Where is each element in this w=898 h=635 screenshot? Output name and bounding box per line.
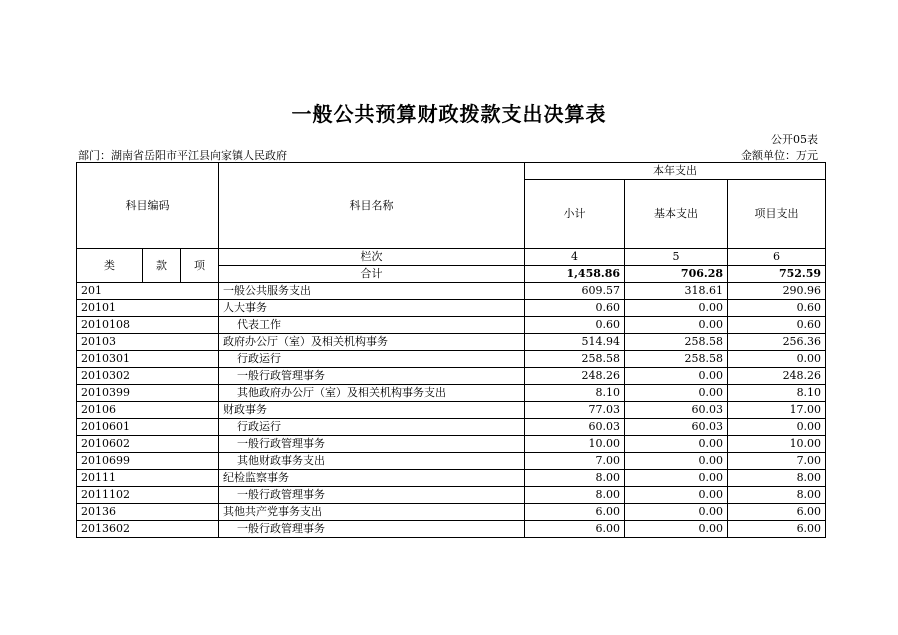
row-name: 人大事务 xyxy=(219,300,525,317)
table-row xyxy=(77,334,826,351)
row-subtotal: 609.57 xyxy=(525,283,625,300)
row-name: 行政运行 xyxy=(219,419,525,436)
table-row xyxy=(77,504,826,521)
row-subtotal: 8.10 xyxy=(525,385,625,402)
row-project: 6.00 xyxy=(728,504,826,521)
row-code: 2011102 xyxy=(77,487,219,504)
row-project: 0.00 xyxy=(728,419,826,436)
page-title: 一般公共预算财政拨款支出决算表 xyxy=(291,102,607,126)
row-basic: 0.00 xyxy=(625,487,728,504)
table-row xyxy=(77,402,826,419)
table-row xyxy=(77,300,826,317)
row-basic: 0.00 xyxy=(625,453,728,470)
row-code: 20103 xyxy=(77,334,219,351)
row-subtotal: 77.03 xyxy=(525,402,625,419)
header-xiang: 项 xyxy=(181,249,219,283)
row-subtotal: 8.00 xyxy=(525,487,625,504)
row-project: 0.60 xyxy=(728,300,826,317)
row-name: 其他共产党事务支出 xyxy=(219,504,525,521)
row-name: 其他政府办公厅（室）及相关机构事务支出 xyxy=(219,385,525,402)
table-row xyxy=(77,351,826,368)
row-project: 8.00 xyxy=(728,487,826,504)
row-name: 一般行政管理事务 xyxy=(219,521,525,538)
total-subtotal: 1,458.86 xyxy=(525,266,625,283)
row-subtotal: 0.60 xyxy=(525,317,625,334)
row-code: 2010601 xyxy=(77,419,219,436)
row-name: 其他财政事务支出 xyxy=(219,453,525,470)
row-subtotal: 8.00 xyxy=(525,470,625,487)
table-row xyxy=(77,368,826,385)
row-subtotal: 6.00 xyxy=(525,504,625,521)
row-subtotal: 60.03 xyxy=(525,419,625,436)
row-subtotal: 10.00 xyxy=(525,436,625,453)
total-basic: 706.28 xyxy=(625,266,728,283)
table-row xyxy=(77,283,826,300)
row-project: 7.00 xyxy=(728,453,826,470)
header-project: 项目支出 xyxy=(728,180,826,249)
table-row xyxy=(77,317,826,334)
row-name: 代表工作 xyxy=(219,317,525,334)
table-row xyxy=(77,436,826,453)
row-project: 0.60 xyxy=(728,317,826,334)
table-row xyxy=(77,419,826,436)
row-basic: 0.00 xyxy=(625,300,728,317)
table-row xyxy=(77,521,826,538)
row-basic: 0.00 xyxy=(625,470,728,487)
header-subject-name: 科目名称 xyxy=(219,163,525,249)
form-number: 公开05表 xyxy=(771,133,818,146)
row-code: 2013602 xyxy=(77,521,219,538)
row-code: 20111 xyxy=(77,470,219,487)
column-number-6: 6 xyxy=(728,249,826,266)
header-subject-code: 科目编码 xyxy=(77,163,219,249)
row-project: 8.00 xyxy=(728,470,826,487)
row-project: 248.26 xyxy=(728,368,826,385)
row-basic: 258.58 xyxy=(625,334,728,351)
total-label: 合计 xyxy=(219,266,525,283)
row-name: 一般行政管理事务 xyxy=(219,487,525,504)
row-basic: 0.00 xyxy=(625,436,728,453)
table-row xyxy=(77,385,826,402)
row-project: 6.00 xyxy=(728,521,826,538)
row-project: 17.00 xyxy=(728,402,826,419)
row-code: 20101 xyxy=(77,300,219,317)
row-basic: 60.03 xyxy=(625,402,728,419)
row-code: 20136 xyxy=(77,504,219,521)
row-code: 20106 xyxy=(77,402,219,419)
column-number-5: 5 xyxy=(625,249,728,266)
row-name: 政府办公厅（室）及相关机构事务 xyxy=(219,334,525,351)
column-number-4: 4 xyxy=(525,249,625,266)
row-code: 2010108 xyxy=(77,317,219,334)
row-project: 0.00 xyxy=(728,351,826,368)
row-name: 一般行政管理事务 xyxy=(219,436,525,453)
row-code: 2010302 xyxy=(77,368,219,385)
row-code: 2010301 xyxy=(77,351,219,368)
row-basic: 0.00 xyxy=(625,368,728,385)
row-code: 2010699 xyxy=(77,453,219,470)
row-subtotal: 6.00 xyxy=(525,521,625,538)
header-basic: 基本支出 xyxy=(625,180,728,249)
row-project: 8.10 xyxy=(728,385,826,402)
row-code: 201 xyxy=(77,283,219,300)
row-project: 290.96 xyxy=(728,283,826,300)
row-subtotal: 7.00 xyxy=(525,453,625,470)
row-basic: 0.00 xyxy=(625,504,728,521)
expenditure-table xyxy=(76,162,826,538)
row-subtotal: 514.94 xyxy=(525,334,625,351)
total-project: 752.59 xyxy=(728,266,826,283)
table-row xyxy=(77,487,826,504)
row-code: 2010602 xyxy=(77,436,219,453)
row-basic: 258.58 xyxy=(625,351,728,368)
table-row xyxy=(77,470,826,487)
row-basic: 60.03 xyxy=(625,419,728,436)
row-subtotal: 248.26 xyxy=(525,368,625,385)
row-name: 一般公共服务支出 xyxy=(219,283,525,300)
header-subtotal: 小计 xyxy=(525,180,625,249)
row-name: 一般行政管理事务 xyxy=(219,368,525,385)
table-row xyxy=(77,453,826,470)
column-label: 栏次 xyxy=(219,249,525,266)
row-project: 10.00 xyxy=(728,436,826,453)
header-kuan: 款 xyxy=(143,249,181,283)
row-name: 纪检监察事务 xyxy=(219,470,525,487)
department-label: 部门：湖南省岳阳市平江县向家镇人民政府 xyxy=(78,149,287,162)
row-subtotal: 0.60 xyxy=(525,300,625,317)
amount-unit-label: 金额单位：万元 xyxy=(741,149,818,162)
row-basic: 0.00 xyxy=(625,521,728,538)
row-basic: 0.00 xyxy=(625,385,728,402)
row-name: 财政事务 xyxy=(219,402,525,419)
header-current-year: 本年支出 xyxy=(525,163,826,180)
row-project: 256.36 xyxy=(728,334,826,351)
row-basic: 318.61 xyxy=(625,283,728,300)
row-basic: 0.00 xyxy=(625,317,728,334)
row-name: 行政运行 xyxy=(219,351,525,368)
row-code: 2010399 xyxy=(77,385,219,402)
row-subtotal: 258.58 xyxy=(525,351,625,368)
header-lei: 类 xyxy=(77,249,143,283)
